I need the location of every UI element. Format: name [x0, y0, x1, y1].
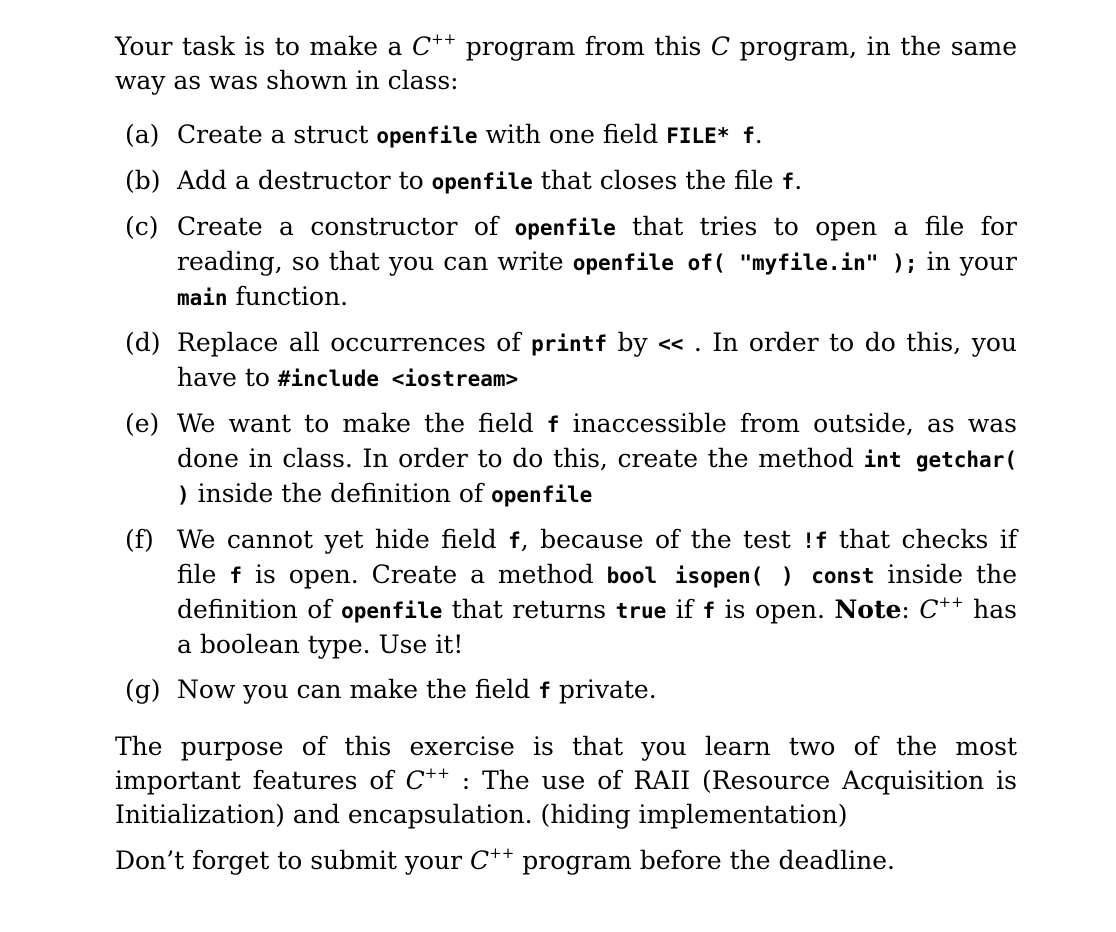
- code-openfile: openfile: [514, 216, 616, 240]
- code-f: f: [781, 170, 795, 194]
- code-main: main: [177, 286, 228, 310]
- code-f: f: [546, 413, 560, 437]
- code-openfile: openfile: [491, 483, 593, 507]
- task-marker: (e): [125, 409, 160, 438]
- task-marker: (d): [125, 328, 161, 357]
- cpp-lang-name: C++: [919, 592, 964, 624]
- task-marker: (b): [125, 166, 161, 195]
- code-openfile: openfile: [431, 170, 533, 194]
- code-f: f: [508, 529, 521, 553]
- task-list: [115, 118, 1017, 708]
- cpp-lang-name: C++: [470, 843, 515, 875]
- code-f: f: [702, 599, 716, 623]
- task-item-f: (f) We cannot yet hide field f, because of the test !f that checks if file f is open. Create a method bool isopen( ) const inside the definition of openfile that returns true if f is open. Note: C++ has a boolean type. Use it!: [125, 525, 1017, 659]
- intro-paragraph: [115, 30, 1017, 98]
- code-constructor-call: openfile of( "myfile.in" );: [572, 251, 918, 275]
- assignment-document: [115, 30, 1017, 878]
- task-marker: (c): [125, 212, 159, 241]
- task-item-a: (a) Create a struct openfile with one field FILE* f.: [115, 118, 1017, 153]
- note-label: Note: [834, 595, 902, 624]
- task-item-e: (e) We want to make the field f inaccessible from outside, as was done in class. In order to do this, create the method int getchar( ) inside the definition of openfile: [125, 409, 1017, 508]
- code-isopen: bool isopen( ) const: [606, 564, 875, 588]
- code-printf: printf: [531, 332, 607, 356]
- task-item-c: (c) Create a constructor of openfile that tries to open a file for reading, so that you can write openfile of( "myfile.in" ); in your main function.: [125, 212, 1017, 311]
- code-not-f: !f: [802, 529, 828, 553]
- cpp-lang-name: C++: [405, 763, 450, 795]
- task-item-g: (g) Now you can make the field f private.: [115, 673, 1017, 708]
- code-true: true: [615, 599, 667, 623]
- code-openfile: openfile: [376, 124, 478, 148]
- code-f: f: [538, 679, 551, 703]
- task-marker: (g): [125, 675, 161, 704]
- code-getchar: int getchar( ): [177, 448, 1017, 507]
- code-stream-operator: <<: [658, 332, 684, 356]
- c-lang-name: C: [710, 32, 731, 61]
- task-marker: (f): [125, 525, 154, 554]
- task-item-b: (b) Add a destructor to openfile that closes the file f.: [115, 164, 1017, 199]
- purpose-paragraph: The purpose of this exercise is that you learn two of the most important features of C++ : The use of RAII (Resource Acquisition is Initialization) and encapsulation. (hiding implementation): [115, 732, 1017, 829]
- intro-text-3: program, in the same way as was shown in class:: [115, 32, 1017, 95]
- intro-text-1: Your task is to make a: [115, 32, 412, 61]
- code-openfile: openfile: [341, 599, 443, 623]
- code-f: f: [229, 564, 243, 588]
- task-marker: (a): [125, 120, 160, 149]
- cpp-lang-name: C++: [411, 29, 457, 61]
- deadline-paragraph: Don’t forget to submit your C++ program before the deadline.: [115, 843, 896, 875]
- code-file-field: FILE* f: [666, 124, 755, 148]
- code-include-iostream: #include <iostream>: [277, 367, 519, 391]
- task-item-d: (d) Replace all occurrences of printf by << . In order to do this, you have to #include <iostream>: [125, 328, 1017, 392]
- intro-text-2: program from this: [456, 32, 711, 61]
